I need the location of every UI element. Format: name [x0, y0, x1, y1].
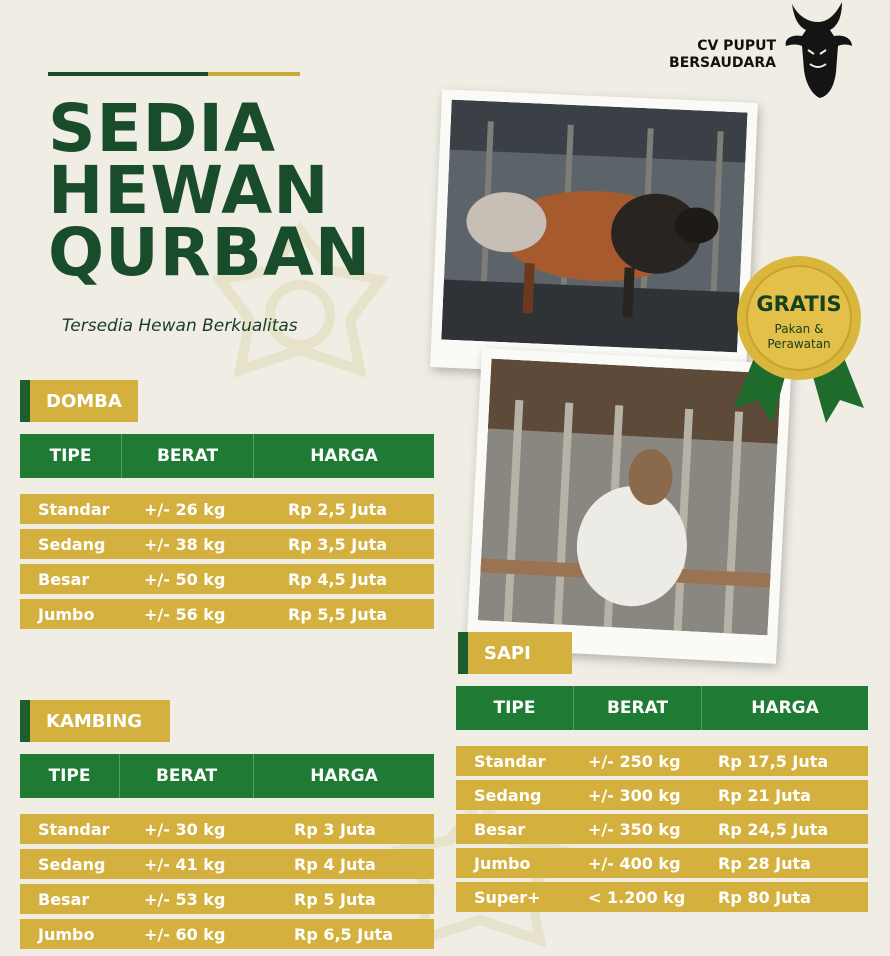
cell-harga: Rp 17,5 Juta [718, 751, 829, 771]
table-row [456, 814, 868, 844]
table-row [456, 746, 868, 776]
header-harga: HARGA [751, 698, 819, 718]
cell-harga: Rp 3,5 Juta [288, 534, 388, 554]
section-sapi [458, 632, 572, 674]
header-harga: HARGA [310, 766, 378, 786]
section-kambing [20, 700, 170, 742]
table-row [20, 599, 434, 629]
table-row [20, 919, 434, 949]
section-sapi-label: SAPI [484, 642, 531, 664]
header-harga: HARGA [310, 446, 378, 466]
brand-line-1: CV PUPUT [697, 38, 776, 54]
cell-tipe: Besar [38, 569, 90, 589]
cow-image [441, 100, 747, 353]
cell-tipe: Standar [474, 751, 546, 771]
header-berat: BERAT [574, 686, 702, 730]
photo-cow [430, 89, 758, 381]
table-row [20, 884, 434, 914]
cell-berat: +/- 350 kg [588, 819, 681, 839]
cell-harga: Rp 5 Juta [294, 889, 376, 909]
cell-harga: Rp 2,5 Juta [288, 499, 388, 519]
cell-tipe: Sedang [38, 534, 106, 554]
cell-tipe: Jumbo [38, 924, 95, 944]
title-line-1: SEDIA [48, 90, 277, 167]
table-row [456, 780, 868, 810]
cow-head-icon [780, 0, 854, 100]
cell-berat: +/- 50 kg [144, 569, 226, 589]
section-kambing-label: KAMBING [46, 710, 143, 732]
cell-harga: Rp 4 Juta [294, 854, 376, 874]
cell-tipe: Standar [38, 499, 110, 519]
title-line-3: QURBAN [48, 214, 372, 291]
header-tipe: TIPE [20, 434, 122, 478]
table-header-domba [20, 434, 434, 478]
cell-berat: +/- 38 kg [144, 534, 226, 554]
table-row [20, 494, 434, 524]
badge-title: GRATIS [756, 292, 842, 316]
table-row [20, 564, 434, 594]
table-row [20, 849, 434, 879]
cell-tipe: Super+ [474, 887, 541, 907]
cell-tipe: Sedang [474, 785, 542, 805]
table-row [20, 529, 434, 559]
table-row [20, 814, 434, 844]
cell-berat: +/- 250 kg [588, 751, 681, 771]
cell-harga: Rp 6,5 Juta [294, 924, 394, 944]
badge-line-2: Perawatan [767, 337, 831, 351]
table-row [456, 848, 868, 878]
table-row [456, 882, 868, 912]
title-line-2: HEWAN [48, 152, 330, 229]
section-domba-label: DOMBA [46, 390, 122, 412]
page-title [48, 90, 372, 291]
cell-tipe: Jumbo [38, 604, 95, 624]
header-berat: BERAT [122, 434, 254, 478]
badge-subtext [724, 322, 874, 352]
table-header-kambing [20, 754, 434, 798]
cell-berat: +/- 41 kg [144, 854, 226, 874]
cell-harga: Rp 3 Juta [294, 819, 376, 839]
header-berat: BERAT [120, 754, 254, 798]
cell-tipe: Sedang [38, 854, 106, 874]
cell-harga: Rp 24,5 Juta [718, 819, 829, 839]
section-domba [20, 380, 138, 422]
cell-tipe: Standar [38, 819, 110, 839]
cell-berat: +/- 26 kg [144, 499, 226, 519]
cell-harga: Rp 4,5 Juta [288, 569, 388, 589]
cell-tipe: Besar [474, 819, 526, 839]
cell-harga: Rp 5,5 Juta [288, 604, 388, 624]
brand-line-2: BERSAUDARA [669, 55, 776, 71]
badge-line-1: Pakan & [774, 322, 824, 336]
header-tipe: TIPE [20, 754, 120, 798]
cell-berat: +/- 300 kg [588, 785, 681, 805]
cell-harga: Rp 80 Juta [718, 887, 811, 907]
cell-berat: < 1.200 kg [588, 887, 686, 907]
cell-tipe: Besar [38, 889, 90, 909]
cell-berat: +/- 30 kg [144, 819, 226, 839]
table-header-sapi [456, 686, 868, 730]
cell-berat: +/- 60 kg [144, 924, 226, 944]
cell-harga: Rp 28 Juta [718, 853, 811, 873]
subtitle: Tersedia Hewan Berkualitas [62, 316, 298, 336]
header-tipe: TIPE [456, 686, 574, 730]
brand-name [669, 38, 776, 72]
free-feed-badge [724, 248, 874, 438]
cell-tipe: Jumbo [474, 853, 531, 873]
cell-berat: +/- 56 kg [144, 604, 226, 624]
cell-berat: +/- 53 kg [144, 889, 226, 909]
cell-harga: Rp 21 Juta [718, 785, 811, 805]
cell-berat: +/- 400 kg [588, 853, 681, 873]
